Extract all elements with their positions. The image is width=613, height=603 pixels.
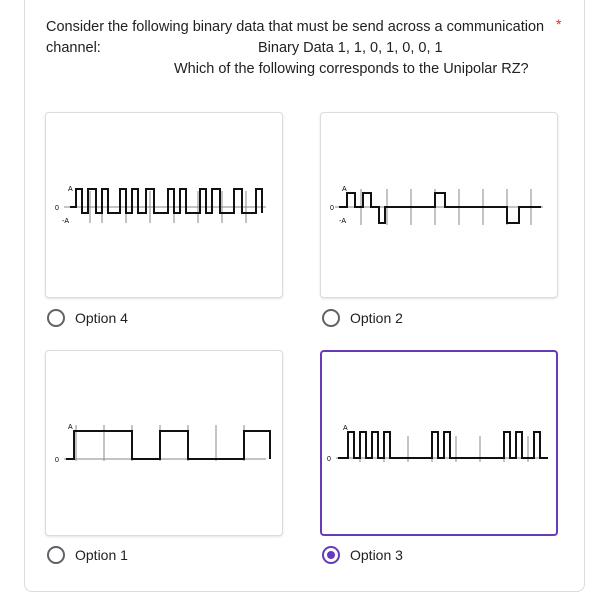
- option-4-label: Option 4: [75, 310, 128, 326]
- option-3-image[interactable]: [320, 350, 558, 536]
- question-line-1: Consider the following binary data that must be send across a communication: [46, 19, 545, 35]
- radio-checked-icon[interactable]: [322, 546, 340, 564]
- zero-label: 0: [330, 205, 334, 212]
- option-3-label: Option 3: [350, 547, 403, 563]
- option-3-radio[interactable]: [322, 543, 403, 567]
- waveform-option-4: [46, 113, 284, 299]
- radio-unchecked-icon[interactable]: [47, 546, 65, 564]
- question-text: [46, 17, 546, 80]
- waveform-option-3: [322, 352, 558, 536]
- question-line-2: [46, 38, 546, 59]
- neg-amplitude-label: -A: [339, 218, 346, 225]
- option-1-label: Option 1: [75, 547, 128, 563]
- radio-unchecked-icon[interactable]: [322, 309, 340, 327]
- amplitude-label: A: [68, 424, 73, 431]
- required-asterisk: *: [556, 16, 562, 32]
- zero-label: 0: [55, 457, 59, 464]
- radio-unchecked-icon[interactable]: [47, 309, 65, 327]
- amplitude-label: A: [68, 186, 73, 193]
- amplitude-label: A: [342, 186, 347, 193]
- option-1-radio[interactable]: [47, 543, 128, 567]
- waveform-option-1: [46, 351, 284, 537]
- binary-data-text: Binary Data 1, 1, 0, 1, 0, 0, 1: [258, 40, 443, 56]
- neg-amplitude-label: -A: [62, 218, 69, 225]
- option-4-image[interactable]: [45, 112, 283, 298]
- question-line-3: Which of the following corresponds to the Unipolar RZ?: [174, 61, 529, 77]
- option-2-radio[interactable]: [322, 306, 403, 330]
- option-2-image[interactable]: [320, 112, 558, 298]
- option-2-label: Option 2: [350, 310, 403, 326]
- zero-label: 0: [327, 456, 331, 463]
- option-1-image[interactable]: [45, 350, 283, 536]
- option-4-radio[interactable]: [47, 306, 128, 330]
- question-line-2-left: channel:: [46, 40, 101, 56]
- zero-label: 0: [55, 205, 59, 212]
- waveform-option-2: [321, 113, 559, 299]
- amplitude-label: A: [343, 425, 348, 432]
